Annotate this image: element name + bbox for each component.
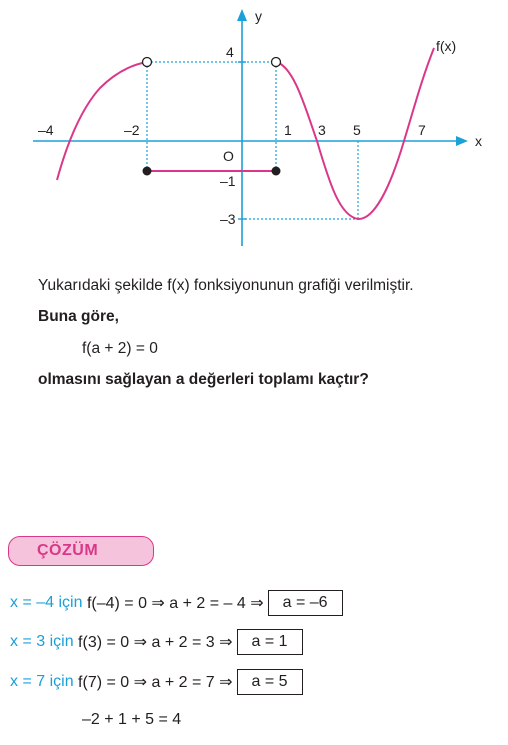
solution-expression: f(–4) = 0 ⇒ a + 2 = – 4 ⇒ (86, 595, 264, 612)
solution-result-box: a = 1 (237, 629, 303, 655)
x-tick-neg4: –4 (38, 122, 54, 138)
x-tick-5: 5 (353, 122, 361, 138)
question-lead: Buna göre, (38, 308, 119, 325)
solution-condition: x = 3 için (10, 633, 74, 650)
solution-result-box: a = 5 (237, 669, 303, 695)
question-prompt: olmasını sağlayan a değerleri toplamı kaçtır? (38, 371, 369, 388)
question-intro: Yukarıdaki şekilde f(x) fonksiyonunun grafiği verilmiştir. (38, 277, 414, 294)
solution-expression: f(3) = 0 ⇒ a + 2 = 3 ⇒ (78, 634, 233, 651)
solution-row (10, 629, 303, 655)
y-tick-neg3: –3 (220, 211, 236, 227)
axes (33, 9, 468, 246)
y-axis-label: y (255, 8, 262, 24)
open-point-right (272, 58, 281, 67)
origin-label: O (223, 148, 234, 164)
y-tick-4: 4 (226, 44, 234, 60)
x-tick-1: 1 (284, 122, 292, 138)
x-tick-neg2: –2 (124, 122, 140, 138)
x-tick-7: 7 (418, 122, 426, 138)
curve-left-branch (57, 62, 147, 180)
function-label: f(x) (436, 38, 457, 54)
function-graph (0, 0, 508, 250)
x-tick-3: 3 (318, 122, 326, 138)
y-tick-neg1: –1 (220, 173, 236, 189)
x-axis-label: x (475, 133, 482, 149)
solution-header-badge (8, 536, 154, 566)
closed-point-right (272, 167, 281, 176)
solution-condition: x = 7 için (10, 673, 74, 690)
solution-sum: –2 + 1 + 5 = 4 (82, 711, 182, 728)
question-equation: f(a + 2) = 0 (82, 340, 158, 357)
open-point-left (143, 58, 152, 67)
solution-result-box: a = –6 (268, 590, 343, 616)
solution-condition: x = –4 için (10, 594, 83, 611)
closed-point-left (143, 167, 152, 176)
solution-row (10, 669, 303, 695)
solution-title: ÇÖZÜM (37, 542, 99, 559)
solution-row (10, 590, 343, 616)
solution-expression: f(7) = 0 ⇒ a + 2 = 7 ⇒ (78, 674, 233, 691)
